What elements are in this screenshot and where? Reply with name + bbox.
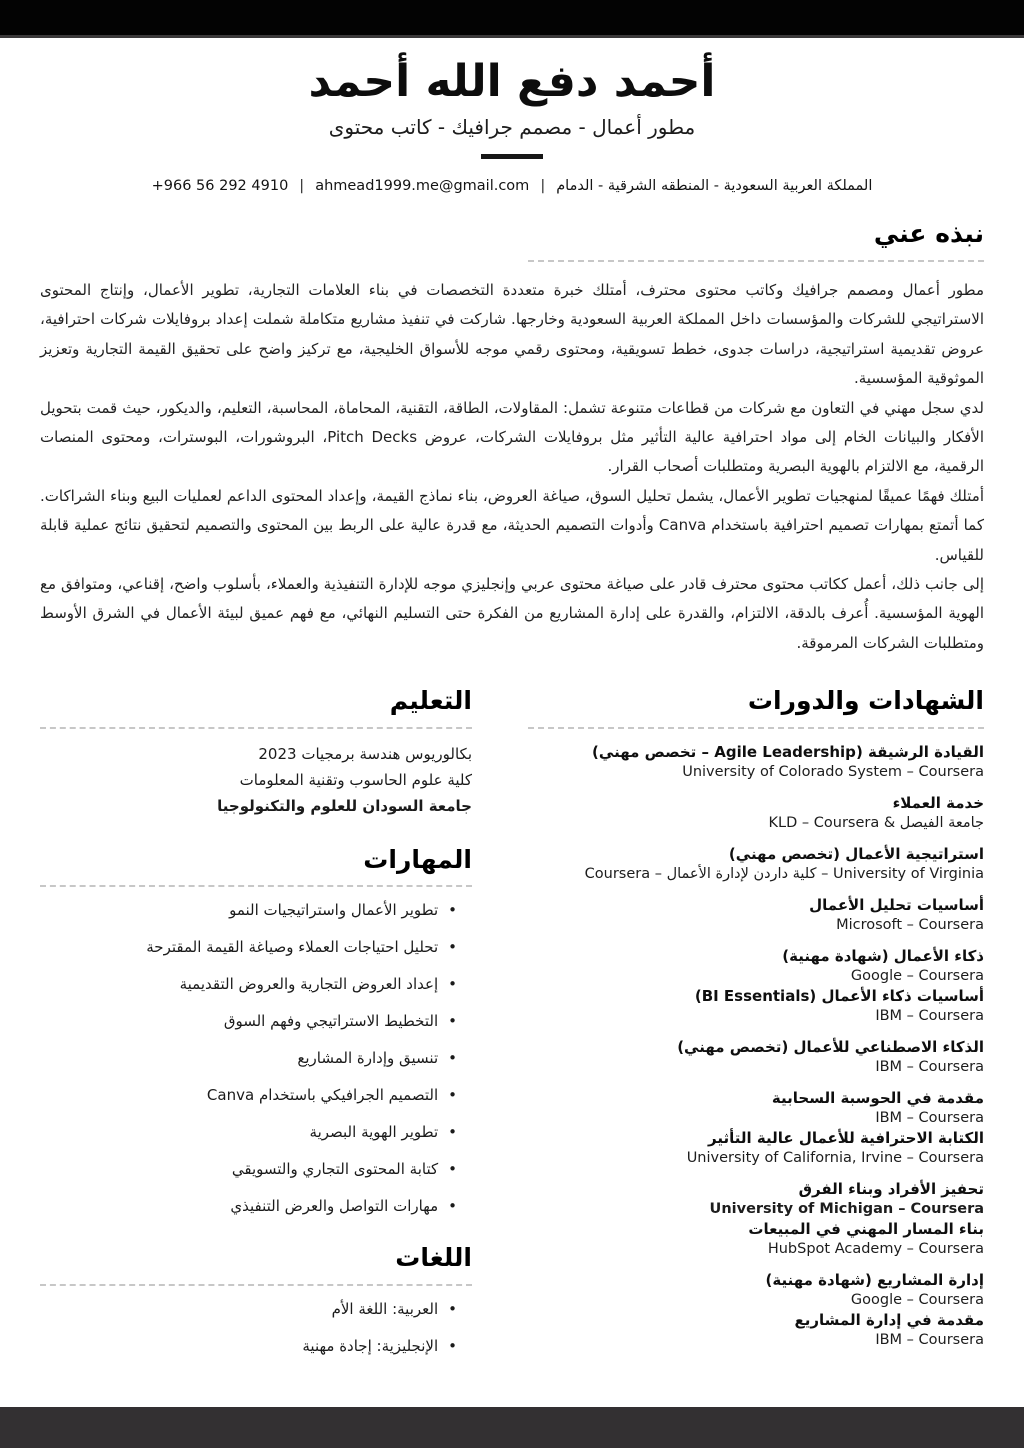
certificate-provider: IBM – Coursera (875, 1058, 984, 1075)
certificate-item (528, 986, 984, 1026)
certificate-item (528, 1128, 984, 1168)
language-item (40, 1336, 457, 1357)
certificate-provider: جامعة الفيصل & KLD – Coursera (768, 814, 984, 831)
certificate-title: الكتابة الاحترافية للأعمال عالية التأثير (708, 1128, 984, 1147)
bullet-icon: • (448, 1299, 457, 1318)
skill-item (40, 1085, 457, 1106)
skill-label: تحليل احتياجات العملاء وصياغة القيمة المقترحة (146, 938, 439, 957)
certificate-title: مقدمة في الحوسبة السحابية (771, 1088, 984, 1107)
person-name: أحمد دفع الله أحمد (308, 56, 716, 107)
languages-list (40, 1299, 472, 1357)
resume-header (40, 38, 984, 194)
certificate-provider: University of Michigan – Coursera (709, 1200, 984, 1217)
certificate-title: إدارة المشاريع (شهادة مهنية) (765, 1270, 984, 1289)
bullet-icon: • (448, 1086, 457, 1105)
bullet-icon: • (448, 1197, 457, 1216)
bullet-icon: • (448, 1336, 457, 1355)
education-title: التعليم (389, 686, 472, 716)
certificate-item (528, 1270, 984, 1310)
skill-label: تطوير الهوية البصرية (309, 1123, 439, 1142)
certificate-title: بناء المسار المهني في المبيعات (748, 1219, 984, 1238)
skill-item (40, 1011, 457, 1032)
about-section (40, 218, 984, 658)
section-divider (528, 260, 984, 262)
resume-page (0, 38, 1024, 1373)
skill-label: إعداد العروض التجارية والعروض التقديمية (179, 975, 439, 994)
languages-title: اللغات (395, 1243, 472, 1273)
contact-separator: | (299, 178, 305, 195)
about-paragraph: لدي سجل مهني في التعاون مع شركات من قطاعات متنوعة تشمل: المقاولات، الطاقة، التقنية، المحاماة، المحاسبة، التعليم، والديكور، حيث قمت بتحويل الأفكار والبيانات الخام إلى مواد احترافية عالية التأثير مثل بروفايلات الشركات، عروض Pitch Decks، البروشورات، البوسترات، ومحتوى المنصات الرقمية، مع الالتزام بالهوية البصرية ومتطلبات أصحاب القرار. (40, 398, 984, 476)
education-line: بكالوريوس هندسة برمجيات 2023 (258, 744, 472, 763)
education-section (40, 685, 472, 819)
contact-separator: | (540, 178, 546, 195)
bullet-icon: • (448, 1049, 457, 1068)
bullet-icon: • (448, 938, 457, 957)
certificate-provider: University of Colorado System – Coursera (682, 763, 984, 780)
skill-item (40, 1048, 457, 1069)
contact-email: ahmead1999.me@gmail.com (315, 178, 530, 195)
certificate-provider: Google – Coursera (850, 967, 984, 984)
certificate-item (528, 1219, 984, 1259)
skill-item (40, 937, 457, 958)
certificate-provider: University of Virginia – كلية داردن لإدارة الأعمال – Coursera (584, 865, 984, 882)
skill-item (40, 974, 457, 995)
skill-label: تطوير الأعمال واستراتيجيات النمو (229, 901, 439, 920)
education-list (40, 741, 472, 819)
bullet-icon: • (448, 901, 457, 920)
about-paragraphs (40, 276, 984, 658)
certificate-title: القيادة الرشيقة (Agile Leadership – تخصص مهني) (592, 742, 984, 761)
language-label: الإنجليزية: إجادة مهنية (302, 1336, 439, 1355)
certificate-title: مقدمة في إدارة المشاريع (794, 1310, 984, 1329)
bullet-icon: • (448, 1160, 457, 1179)
bottom-accent-bar (0, 1407, 1024, 1448)
certificates-title: الشهادات والدورات (747, 686, 984, 716)
certificate-item (528, 1037, 984, 1077)
section-divider (528, 727, 984, 729)
certificates-list (528, 742, 984, 1350)
certificate-provider: IBM – Coursera (875, 1331, 984, 1348)
top-accent-bar (0, 0, 1024, 38)
skill-label: تنسيق وإدارة المشاريع (297, 1049, 439, 1068)
certificate-provider: IBM – Coursera (875, 1007, 984, 1024)
certificate-provider: Google – Coursera (850, 1291, 984, 1308)
job-titles: مطور أعمال - مصمم جرافيك - كاتب محتوى (328, 115, 696, 140)
contact-phone: +966 56 292 4910 (151, 178, 289, 195)
certificate-title: الذكاء الاصطناعي للأعمال (تخصص مهني) (677, 1037, 984, 1056)
about-paragraph: مطور أعمال ومصمم جرافيك وكاتب محتوى محترف، أمتلك خبرة متعددة التخصصات في بناء العلامات التجارية، تطوير الأعمال، وإنتاج المحتوى الاستراتيجي للشركات والمؤسسات داخل المملكة العربية السعودية وخارجها. شاركت في تنفيذ مشاريع متكاملة شملت إعداد بروفايلات شركات احترافية، عروض تقديمية استراتيجية، دراسات جدوى، خطط تسويقية، ومحتوى رقمي موجه للأسواق الخليجية، مع تركيز واضح على تحقيق القيمة التجارية وتعزيز الموثوقية المؤسسية. (40, 280, 984, 388)
certificate-provider: IBM – Coursera (875, 1109, 984, 1126)
certificate-item (528, 946, 984, 986)
certificate-item (528, 742, 984, 782)
skills-title: المهارات (363, 844, 472, 874)
certificate-title: أساسيات تحليل الأعمال (809, 895, 984, 914)
contact-location: المملكة العربية السعودية - المنطقه الشرقية - الدمام (556, 178, 873, 195)
details-columns (40, 685, 984, 1373)
skill-label: كتابة المحتوى التجاري والتسويقي (231, 1160, 439, 1179)
certificate-provider: HubSpot Academy – Coursera (767, 1240, 984, 1257)
certificate-title: خدمة العملاء (892, 793, 984, 812)
section-divider (40, 727, 472, 729)
certificate-item (528, 1179, 984, 1219)
language-item (40, 1299, 457, 1320)
certificate-item (528, 1088, 984, 1128)
certificate-item (528, 793, 984, 833)
certificate-title: استراتيجية الأعمال (تخصص مهني) (728, 844, 984, 863)
section-divider (40, 1284, 472, 1286)
about-paragraph: أمتلك فهمًا عميقًا لمنهجيات تطوير الأعمال، يشمل تحليل السوق، صياغة العروض، بناء نماذج القيمة، وإعداد المحتوى الداعم لعمليات البيع وبناء الشراكات. كما أتمتع بمهارات تصميم احترافية باستخدام Canva وأدوات التصميم الحديثة، مع قدرة عالية على الربط بين المحتوى والتصميم لتحقيق نتائج عملية قابلة للقياس. (40, 486, 984, 564)
certificate-item (528, 844, 984, 884)
certificate-provider: University of California, Irvine – Coursera (686, 1149, 984, 1166)
certificate-title: تحفيز الأفراد وبناء الفرق (798, 1179, 984, 1198)
section-divider (40, 885, 472, 887)
bullet-icon: • (448, 1123, 457, 1142)
contact-line (40, 178, 984, 194)
bullet-icon: • (448, 975, 457, 994)
about-title: نبذه عني (873, 219, 984, 249)
profile-column (40, 685, 472, 1373)
skill-label: التخطيط الاستراتيجي وفهم السوق (223, 1012, 439, 1031)
skill-item (40, 1196, 457, 1217)
skills-section (40, 844, 472, 1218)
header-divider (481, 154, 543, 159)
about-paragraph: إلى جانب ذلك، أعمل ككاتب محتوى محترف قادر على صياغة محتوى عربي وإنجليزي موجه للإدارة التنفيذية والعملاء، بأسلوب واضح، إقناعي، ومتوافق مع الهوية المؤسسية. أُعرف بالدقة، الالتزام، والقدرة على إدارة المشاريع من الفكرة حتى التسليم النهائي، مع فهم عميق لبيئة الأعمال في الشرق الأوسط ومتطلبات الشركات المرموقة. (40, 574, 984, 652)
skill-label: التصميم الجرافيكي باستخدام Canva (206, 1086, 439, 1105)
languages-section (40, 1242, 472, 1357)
education-line: جامعة السودان للعلوم والتكنولوجيا (217, 796, 472, 815)
skills-list (40, 900, 472, 1217)
certificate-provider: Microsoft – Coursera (836, 916, 984, 933)
skill-item (40, 1159, 457, 1180)
certificate-title: ذكاء الأعمال (شهادة مهنية) (782, 946, 984, 965)
certificate-item (528, 895, 984, 935)
language-label: العربية: اللغة الأم (331, 1299, 439, 1318)
education-line: كلية علوم الحاسوب وتقنية المعلومات (239, 770, 472, 789)
skill-item (40, 1122, 457, 1143)
certificates-column (528, 685, 984, 1373)
skill-label: مهارات التواصل والعرض التنفيذي (230, 1197, 439, 1216)
certificate-item (528, 1310, 984, 1350)
certificate-title: أساسيات ذكاء الأعمال (BI Essentials) (694, 986, 984, 1005)
bullet-icon: • (448, 1012, 457, 1031)
skill-item (40, 900, 457, 921)
